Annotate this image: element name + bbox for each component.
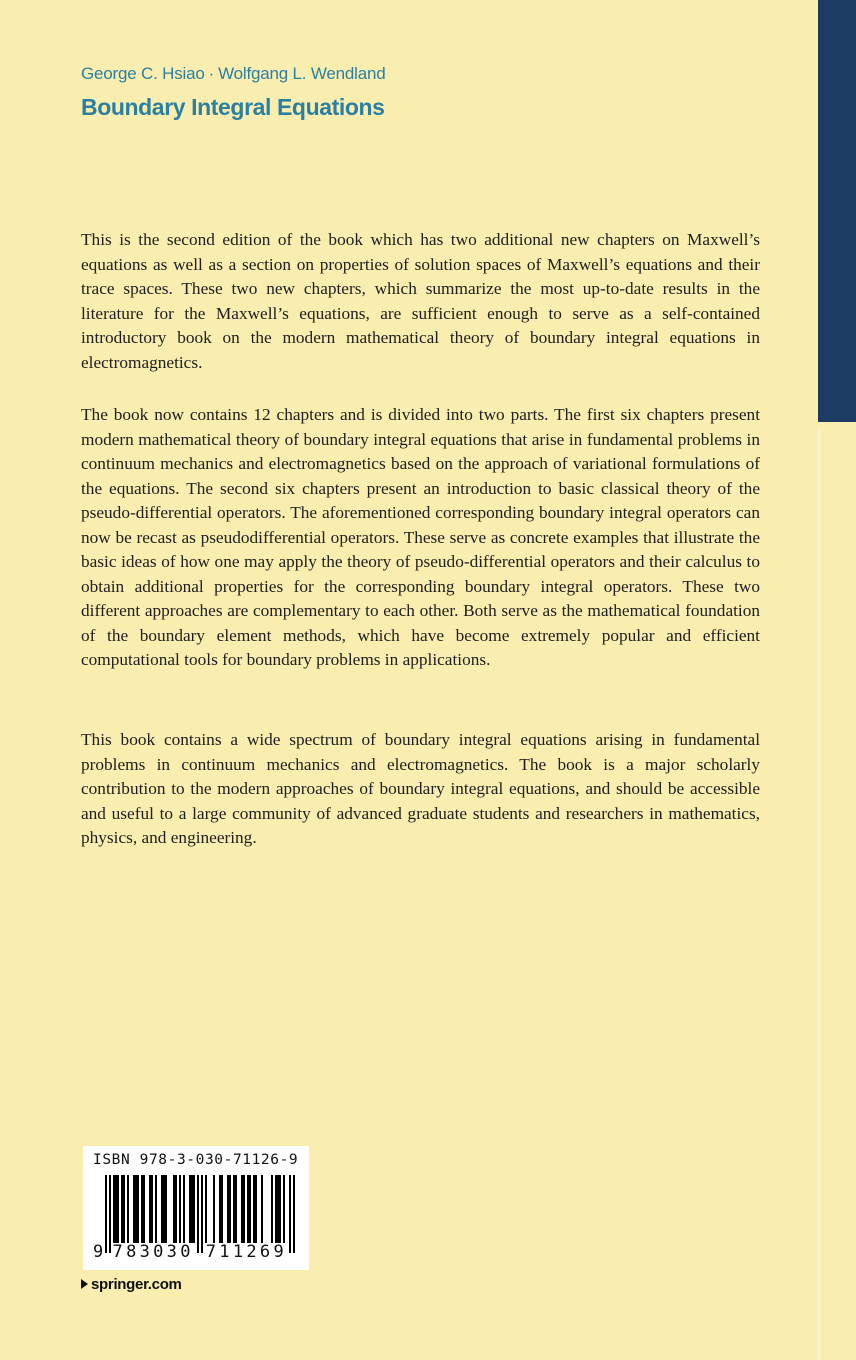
spine-color-band: [818, 0, 856, 422]
blurb-paragraph: This is the second edition of the book which has two additional new chapters on Maxwell’s equations as well as a section on properties of solution spaces of Maxwell’s equations and their trace spaces. These two new chapters, which summarize the most up-to-date results in the literature for the Maxwell’s equations, are sufficient enough to serve as a self-contained introductory book on the modern mathematical theory of boundary integral equations in electromagnetics.: [81, 230, 760, 372]
blurb-paragraph: The book now contains 12 chapters and is divided into two parts. The first six chapters present modern mathematical theory of boundary integral equations that arise in fundamental problems in continuum mechanics and electromagnetics based on the approach of variational formulations of the equations. The second six chapters present an introduction to basic classical theory of the pseudo-differential operators. The aforementioned corresponding boundary integral operators can now be recast as pseudodifferential operators. These serve as concrete examples that illustrate the basic ideas of how one may apply the theory of pseudo-differential operators and their calculus to obtain additional properties for the corresponding boundary integral operators. These two different approaches are complementary to each other. Both serve as the mathematical foundation of the boundary element methods, which have become extremely popular and efficient computational tools for boundary problems in applications.: [81, 405, 760, 669]
barcode-bar: [249, 1175, 251, 1243]
barcode-digit-group-left: 783030: [112, 1242, 194, 1262]
spine-fold-line: [818, 428, 820, 1360]
author-name: Wolfgang L. Wendland: [218, 64, 386, 83]
isbn-barcode: [83, 1146, 309, 1270]
barcode-bar: [183, 1175, 185, 1243]
barcode-bar: [243, 1175, 245, 1243]
barcode-bar: [155, 1175, 157, 1243]
barcode-bar: [221, 1175, 223, 1243]
author-line: [81, 64, 385, 84]
barcode-bar: [151, 1175, 153, 1243]
barcode-bar: [205, 1175, 207, 1243]
barcode-bar: [279, 1175, 281, 1243]
isbn-number: ISBN 978-3-030-71126-9: [93, 1152, 299, 1168]
barcode-bar: [293, 1175, 295, 1253]
barcode-digits: [93, 1242, 287, 1262]
book-title: Boundary Integral Equations: [81, 94, 385, 120]
barcode-digit-prefix: 9: [93, 1242, 107, 1262]
arrow-right-icon: [81, 1279, 88, 1289]
barcode-digit-group-right: 711269: [205, 1242, 287, 1262]
barcode-bar: [143, 1175, 145, 1243]
barcode-bar: [193, 1175, 195, 1243]
publisher-website[interactable]: [81, 1276, 182, 1293]
barcode-bar: [117, 1175, 119, 1243]
barcode-bar: [127, 1175, 129, 1243]
barcode-bar: [235, 1175, 237, 1243]
barcode-bar: [229, 1175, 231, 1243]
barcode-bar: [283, 1175, 285, 1243]
barcode-bar: [289, 1175, 291, 1253]
blurb-paragraph: This book contains a wide spectrum of boundary integral equations arising in fundamental problems in continuum mechanics and electromagnetics. The book is a major scholarly contribution to the modern approaches of boundary integral equations, and should be accessible and useful to a large community of advanced graduate students and researchers in mathematics, physics, and engineering.: [81, 730, 760, 847]
author-name: George C. Hsiao: [81, 64, 205, 83]
barcode-bar: [175, 1175, 177, 1243]
barcode-bar: [261, 1175, 263, 1243]
barcode-bar: [165, 1175, 167, 1243]
barcode-bar: [137, 1175, 139, 1243]
website-label: springer.com: [91, 1276, 182, 1293]
barcode-bar: [179, 1175, 181, 1243]
barcode-bar: [271, 1175, 273, 1243]
barcode-bar: [123, 1175, 125, 1243]
barcode-bar: [213, 1175, 215, 1243]
barcode-bar: [255, 1175, 257, 1243]
author-separator: ·: [208, 64, 215, 83]
